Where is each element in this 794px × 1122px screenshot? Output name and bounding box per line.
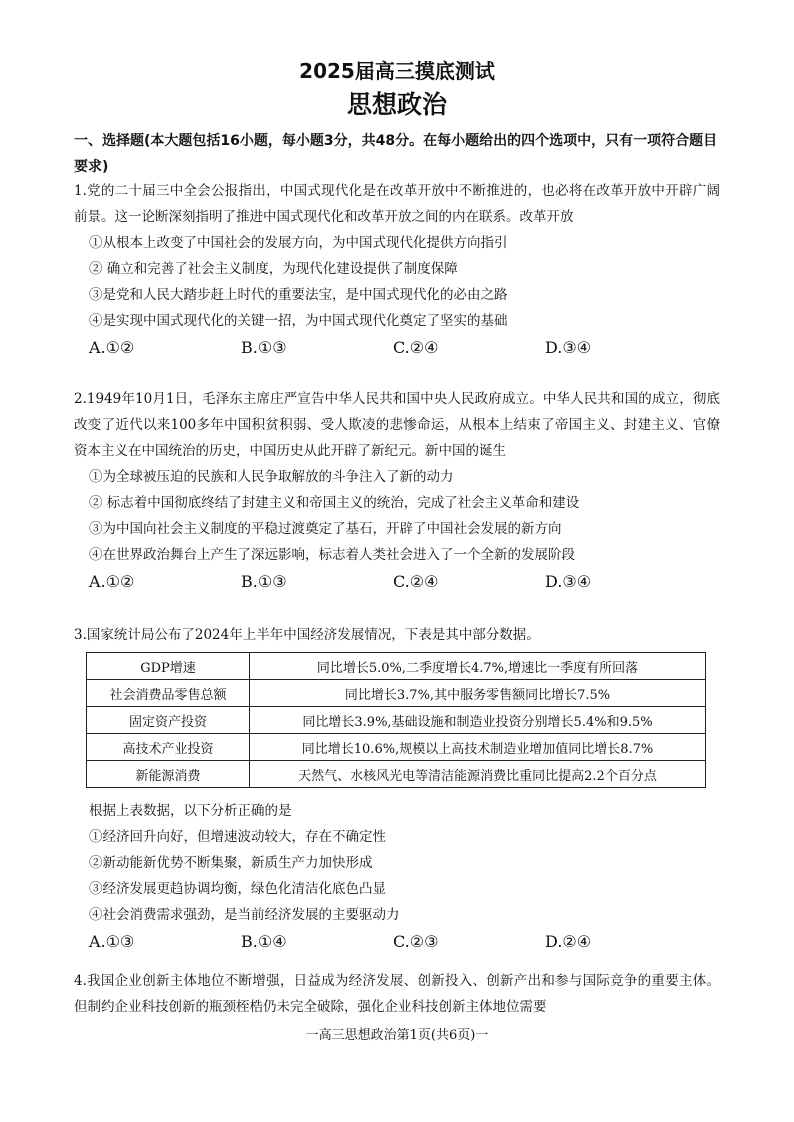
question-3-option-3: ③经济发展更趋协调均衡，绿色化清洁化底色凸显 xyxy=(89,881,386,897)
table-cell-value: 同比增长3.7%,其中服务零售额同比增长7.5% xyxy=(250,680,706,707)
question-1-choice-b[interactable]: B.①③ xyxy=(241,337,287,357)
question-3-choice-a[interactable]: A.①③ xyxy=(89,931,135,951)
question-1-choice-a[interactable]: A.①② xyxy=(89,337,135,357)
question-3-choices xyxy=(74,928,720,954)
question-2-choice-a[interactable]: A.①② xyxy=(89,571,135,591)
table-row xyxy=(87,734,706,761)
question-1-choices xyxy=(74,334,720,360)
question-1-choice-d[interactable]: D.③④ xyxy=(545,337,592,357)
question-4-stem: 4.我国企业创新主体地位不断增强，日益成为经济发展、创新投入、创新产出和参与国际竞争的重要主体。但制约企业科技创新的瓶颈桎梏仍未完全破除，强化企业科技创新主体地位需要 xyxy=(74,973,720,1015)
question-3-stem: 3.国家统计局公布了2024年上半年中国经济发展情况，下表是其中部分数据。 xyxy=(74,627,540,643)
question-3-choice-d[interactable]: D.②④ xyxy=(545,931,592,951)
question-2-option-1: ①为全球被压迫的民族和人民争取解放的斗争注入了新的动力 xyxy=(89,469,454,485)
economic-data-table xyxy=(86,652,706,788)
question-2-choice-c[interactable]: C.②④ xyxy=(393,571,439,591)
question-3-intro: 根据上表数据，以下分析正确的是 xyxy=(89,803,292,819)
table-cell-indicator: 固定资产投资 xyxy=(87,707,250,734)
question-4 xyxy=(74,968,720,1020)
table-row xyxy=(87,707,706,734)
question-3 xyxy=(74,622,720,954)
question-2 xyxy=(74,386,720,594)
subject-title: 思想政治 xyxy=(346,90,447,119)
question-3-option-1: ①经济回升向好，但增速波动较大，存在不确定性 xyxy=(89,829,386,845)
table-cell-indicator: GDP增速 xyxy=(87,653,250,680)
table-cell-indicator: 社会消费品零售总额 xyxy=(87,680,250,707)
question-1-option-3: ③是党和人民大踏步赶上时代的重要法宝，是中国式现代化的必由之路 xyxy=(89,287,508,303)
question-3-option-2: ②新动能新优势不断集聚，新质生产力加快形成 xyxy=(89,855,373,871)
table-row xyxy=(87,761,706,788)
exam-title: 2025届高三摸底测试 xyxy=(299,59,495,83)
section-heading: 一、选择题(本大题包括16小题，每小题3分，共48分。在每小题给出的四个选项中，只有一项符合题目要求) xyxy=(74,133,718,175)
question-3-option-4: ④社会消费需求强劲，是当前经济发展的主要驱动力 xyxy=(89,907,400,923)
question-1-option-2: ② 确立和完善了社会主义制度，为现代化建设提供了制度保障 xyxy=(89,261,458,277)
table-cell-value: 同比增长5.0%,二季度增长4.7%,增速比一季度有所回落 xyxy=(250,653,706,680)
question-1-stem: 1.党的二十届三中全会公报指出，中国式现代化是在改革开放中不断推进的，也必将在改革开放中开辟广阔前景。这一论断深刻指明了推进中国式现代化和改革开放之间的内在联系。改革开放 xyxy=(74,183,720,225)
question-3-choice-c[interactable]: C.②③ xyxy=(393,931,439,951)
question-2-option-2: ② 标志着中国彻底终结了封建主义和帝国主义的统治，完成了社会主义革命和建设 xyxy=(89,495,580,511)
table-cell-indicator: 新能源消费 xyxy=(87,761,250,788)
question-1 xyxy=(74,178,720,360)
question-1-option-4: ④是实现中国式现代化的关键一招，为中国式现代化奠定了坚实的基础 xyxy=(89,313,508,329)
table-cell-value: 同比增长3.9%,基础设施和制造业投资分别增长5.4%和9.5% xyxy=(250,707,706,734)
question-2-choices xyxy=(74,568,720,594)
page-footer: 一高三思想政治第1页(共6页)一 xyxy=(305,1028,489,1043)
question-2-option-4: ④在世界政治舞台上产生了深远影响，标志着人类社会进入了一个全新的发展阶段 xyxy=(89,547,575,563)
table-cell-value: 天然气、水核风光电等清洁能源消费比重同比提高2.2个百分点 xyxy=(250,761,706,788)
question-2-stem: 2.1949年10月1日，毛泽东主席庄严宣告中华人民共和国中央人民政府成立。中华人民共和国的成立，彻底改变了近代以来100多年中国积贫积弱、受人欺凌的悲惨命运，从根本上结束了帝国主义、封建主义、官僚资本主义在中国统治的历史，中国历史从此开辟了新纪元。新中国的诞生 xyxy=(74,391,720,459)
question-1-option-1: ①从根本上改变了中国社会的发展方向，为中国式现代化提供方向指引 xyxy=(89,235,508,251)
question-3-choice-b[interactable]: B.①④ xyxy=(241,931,287,951)
question-1-choice-c[interactable]: C.②④ xyxy=(393,337,439,357)
table-cell-value: 同比增长10.6%,规模以上高技术制造业增加值同比增长8.7% xyxy=(250,734,706,761)
question-2-choice-d[interactable]: D.③④ xyxy=(545,571,592,591)
question-2-option-3: ③为中国向社会主义制度的平稳过渡奠定了基石，开辟了中国社会发展的新方向 xyxy=(89,521,562,537)
question-2-choice-b[interactable]: B.①③ xyxy=(241,571,287,591)
table-row xyxy=(87,680,706,707)
table-cell-indicator: 高技术产业投资 xyxy=(87,734,250,761)
table-row xyxy=(87,653,706,680)
